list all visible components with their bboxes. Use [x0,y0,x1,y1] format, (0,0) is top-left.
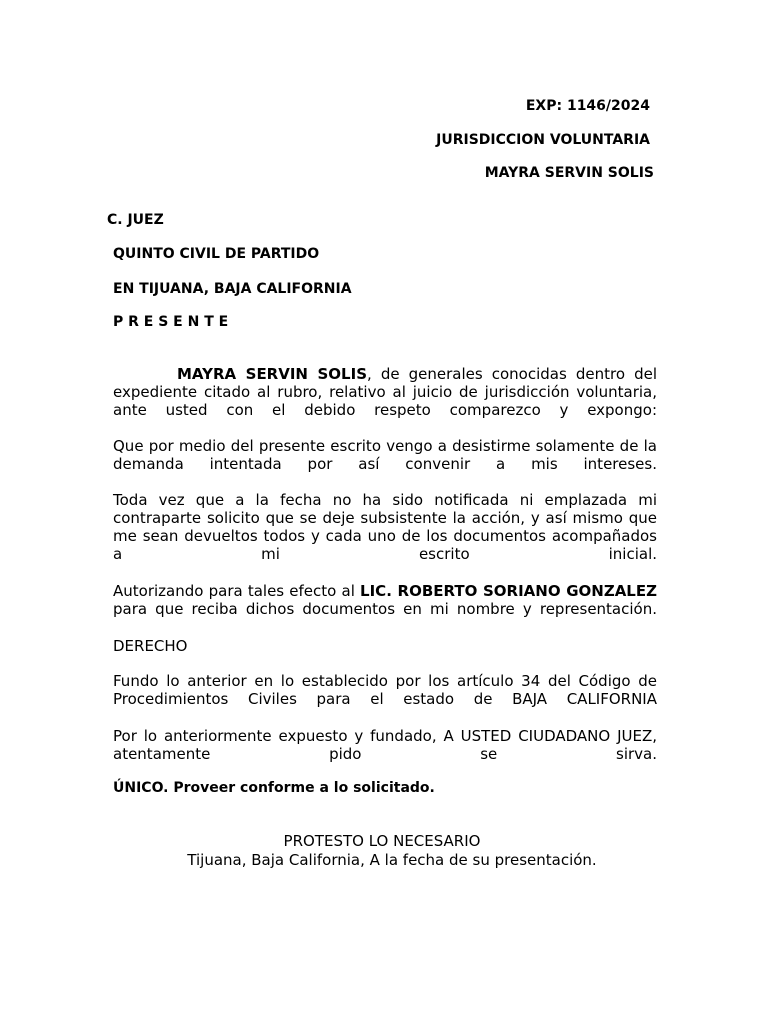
protesto-line: PROTESTO LO NECESARIO [283,832,481,850]
paragraph-intro [113,365,657,419]
authorization-pre: Autorizando para tales efecto al [113,582,361,600]
paragraph-peticion: Por lo anteriormente expuesto y fundado, A USTED CIUDADANO JUEZ, atentamente pido se sirva. [113,727,657,763]
procedure-type: JURISDICCION VOLUNTARIA [436,132,650,148]
intro-name: MAYRA SERVIN SOLIS [177,365,367,383]
paragraph-request: Toda vez que a la fecha no ha sido notificada ni emplazada mi contraparte solicito que se deje subsistente la acción, y así mismo que me sean devueltos todos y cada uno de los documentos acompañados a mi escrito inicial. [113,491,657,563]
addressee-location: EN TIJUANA, BAJA CALIFORNIA [113,281,352,297]
intro-text: , de generales conocidas dentro del expediente citado al rubro, relativo al juicio de jurisdicción voluntaria, ante usted con el debido respeto comparezco y expongo: [113,365,657,419]
authorized-name: LIC. ROBERTO SORIANO GONZALEZ [360,582,657,600]
paragraph-authorization [113,582,657,618]
place-date-line: Tijuana, Baja California, A la fecha de su presentación. [187,851,597,869]
expediente-number: EXP: 1146/2024 [525,98,650,114]
paragraph-desist: Que por medio del presente escrito vengo a desistirme solamente de la demanda intentada por así convenir a mis intereses. [113,437,657,473]
petition-unico: ÚNICO. Proveer conforme a lo solicitado. [113,780,435,796]
section-derecho: DERECHO [113,637,188,655]
addressee-judge: C. JUEZ [107,212,164,228]
authorization-post: para que reciba dichos documentos en mi nombre y representación. [113,600,657,618]
paragraph-fundamento: Fundo lo anterior en lo establecido por los artículo 34 del Código de Procedimientos Civiles para el estado de BAJA CALIFORNIA [113,672,657,708]
addressee-court: QUINTO CIVIL DE PARTIDO [113,246,320,262]
addressee-presente: P R E S E N T E [113,314,229,330]
promovente-name: MAYRA SERVIN SOLIS [484,165,654,181]
